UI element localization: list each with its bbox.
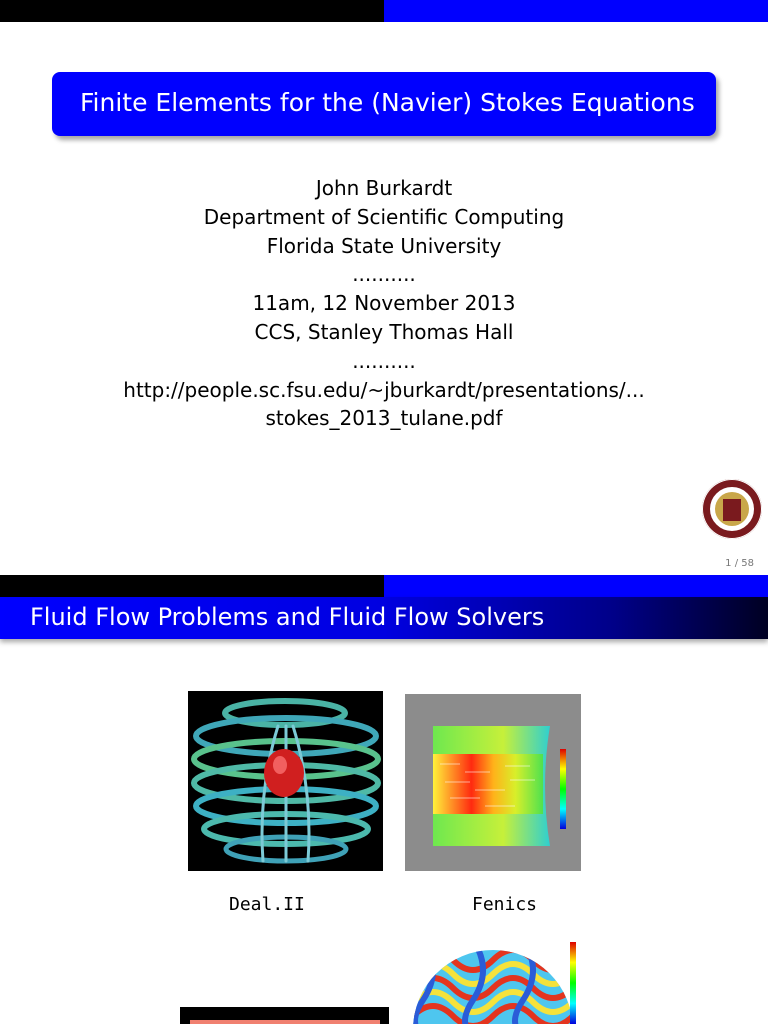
slide-title-box bbox=[52, 72, 716, 136]
headline-bar-right bbox=[384, 575, 768, 597]
dealii-streamlines-graphic bbox=[188, 691, 383, 871]
caption-fenics: Fenics bbox=[472, 894, 538, 915]
separator-dots: .......... bbox=[352, 348, 416, 373]
caption-dealii: Deal.II bbox=[229, 894, 305, 915]
separator-dots: .......... bbox=[352, 262, 416, 287]
headline-bar-right bbox=[384, 0, 768, 22]
slide-title: Fluid Flow Problems and Fluid Flow Solvers bbox=[30, 603, 545, 631]
university: Florida State University bbox=[266, 233, 502, 258]
title-page-info bbox=[0, 174, 768, 433]
stripes-disk-graphic bbox=[413, 940, 591, 1024]
date-time: 11am, 12 November 2013 bbox=[252, 291, 516, 316]
author: John Burkardt bbox=[315, 176, 453, 200]
slide-title: Finite Elements for the (Navier) Stokes Equations bbox=[80, 88, 695, 117]
headline-bar-left bbox=[0, 0, 384, 22]
fenics-flow-graphic bbox=[405, 694, 581, 871]
dealii-image bbox=[188, 691, 383, 871]
partial-graphic bbox=[180, 1007, 389, 1024]
department: Department of Scientific Computing bbox=[203, 204, 565, 229]
seal-emblem bbox=[723, 499, 741, 521]
headline-bar-left bbox=[0, 575, 384, 597]
fenics-image bbox=[405, 694, 581, 871]
fsu-seal-icon bbox=[702, 479, 762, 539]
location: CCS, Stanley Thomas Hall bbox=[254, 319, 514, 344]
solver-image-partial bbox=[413, 940, 591, 1024]
page-number: 1 / 58 bbox=[725, 558, 754, 569]
slide-title-band bbox=[0, 597, 768, 639]
url-line-2[interactable]: stokes_2013_tulane.pdf bbox=[265, 406, 503, 431]
url-line-1[interactable]: http://people.sc.fsu.edu/~jburkardt/presentations/... bbox=[123, 377, 645, 402]
solver-image-partial bbox=[180, 1007, 389, 1024]
